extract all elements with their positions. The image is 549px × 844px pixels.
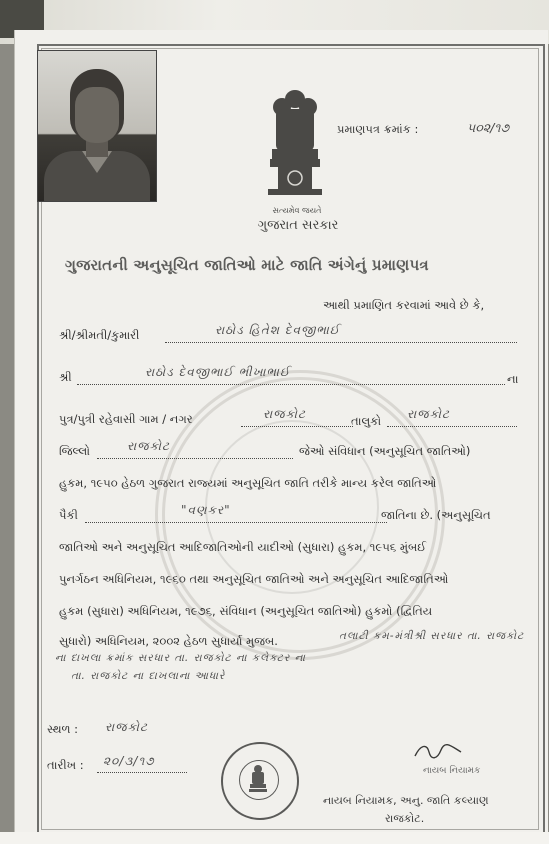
place-value: રાજકોટ (105, 720, 148, 734)
caste-value: "વણકર" (181, 503, 231, 517)
caste-prefix: પૈકી (59, 508, 78, 522)
father-dotted-line (77, 384, 505, 385)
signatory-city: રાજકોટ. (385, 812, 425, 825)
date-label: તારીખ : (47, 758, 84, 772)
certificate-number-value: ૫૦૨/૧૭ (467, 120, 510, 135)
national-emblem-icon (260, 85, 330, 205)
district-dotted-line (97, 458, 293, 459)
name-label: શ્રી/શ્રીમતી/કુમારી (59, 328, 140, 342)
certificate-title: ગુજરાતની અનુસૂચિત જાતિઓ માટે જાતિ અંગેનું પ્રમાણપત્ર (65, 256, 429, 274)
emblem-motto: સત્યમેવ જયતે (272, 206, 322, 215)
applicant-photo (37, 50, 157, 202)
scan-bottom-edge (0, 832, 549, 844)
certificate-paper (14, 30, 548, 840)
body-line-5: પુનર્ગઠન અધિનિયમ, ૧૯૬૦ તથા અનુસૂચિત જાતિઓ અને અનુસૂચિત આદિજાતિઓ (59, 572, 449, 586)
village-value: રાજકોટ (263, 407, 306, 421)
father-label: શ્રી (59, 370, 72, 384)
signatory-title: નાયબ નિયામક, અનુ. જાતિ કલ્યાણ (323, 794, 489, 807)
resident-label: પુત્ર/પુત્રી રહેવાસી ગામ / નગર (59, 412, 193, 426)
village-dotted-line (241, 426, 353, 427)
caste-suffix: જાતિના છે. (અનુસૂચિત (381, 508, 491, 522)
body-line-7: સુધારો) અધિનિયમ, ૨૦૦૨ હેઠળ સુધાર્યા મુજબ. (59, 634, 278, 648)
caste-dotted-line (85, 522, 387, 523)
place-label: સ્થળ : (47, 722, 79, 736)
name-value: રાઠોડ હિતેશ દેવજીભાઈ (215, 323, 341, 337)
handwritten-note-3: તા. રાજકોટ ના દાખલાના આધારે (71, 670, 226, 682)
name-dotted-line (165, 342, 517, 343)
body-line-1-tail: જેઓ સંવિધાન (અનુસૂચિત જાતિઓ) (299, 444, 471, 458)
date-dotted-line (97, 772, 187, 773)
father-value: રાઠોડ દેવજીભાઈ ભીખાભાઈ (145, 365, 291, 379)
date-value: ૨૦/૩/૧૭ (103, 754, 155, 768)
taluka-label: તાલુકો (351, 414, 382, 428)
certify-statement: આથી પ્રમાણિત કરવામાં આવે છે કે, (323, 298, 485, 312)
certificate-number-label: પ્રમાણપત્ર ક્રમાંક : (337, 122, 419, 136)
signature-icon (413, 742, 463, 762)
taluka-value: રાજકોટ (407, 407, 450, 421)
body-line-6: હુકમ (સુધારા) અધિનિયમ, ૧૯૭૬, સંવિધાન (અનુસૂચિત જાતિઓ) હુકમો (દ્વિતિય (59, 604, 433, 618)
district-value: રાજકોટ (127, 439, 170, 453)
body-line-2: હુકમ, ૧૯૫૦ હેઠળ ગુજરાત રાજ્યમાં અનુસૂચિત જાતિ તરીકે માન્ય કરેલ જાતિઓ (59, 476, 437, 490)
government-name: ગુજરાત સરકાર (257, 218, 339, 233)
body-line-4: જાતિઓ અને અનુસૂચિત આદિજાતિઓની યાદીઓ (સુધારા) હુકમ, ૧૯૫૬ મુંબઈ (59, 540, 427, 554)
handwritten-note-2: ના દાખલા ક્રમાંક સરધાર તા. રાજકોટ ના કલેક્ટર ના (55, 652, 306, 664)
father-suffix: ના (507, 372, 519, 386)
taluka-dotted-line (387, 426, 517, 427)
signature-caption: નાયબ નિયામક (423, 766, 481, 776)
seal-emblem-icon (247, 764, 269, 794)
handwritten-note-1: તલાટી કમ-મંત્રીશ્રી સરધાર તા. રાજકોટ (339, 630, 525, 642)
district-label: જિલ્લો (59, 444, 91, 458)
